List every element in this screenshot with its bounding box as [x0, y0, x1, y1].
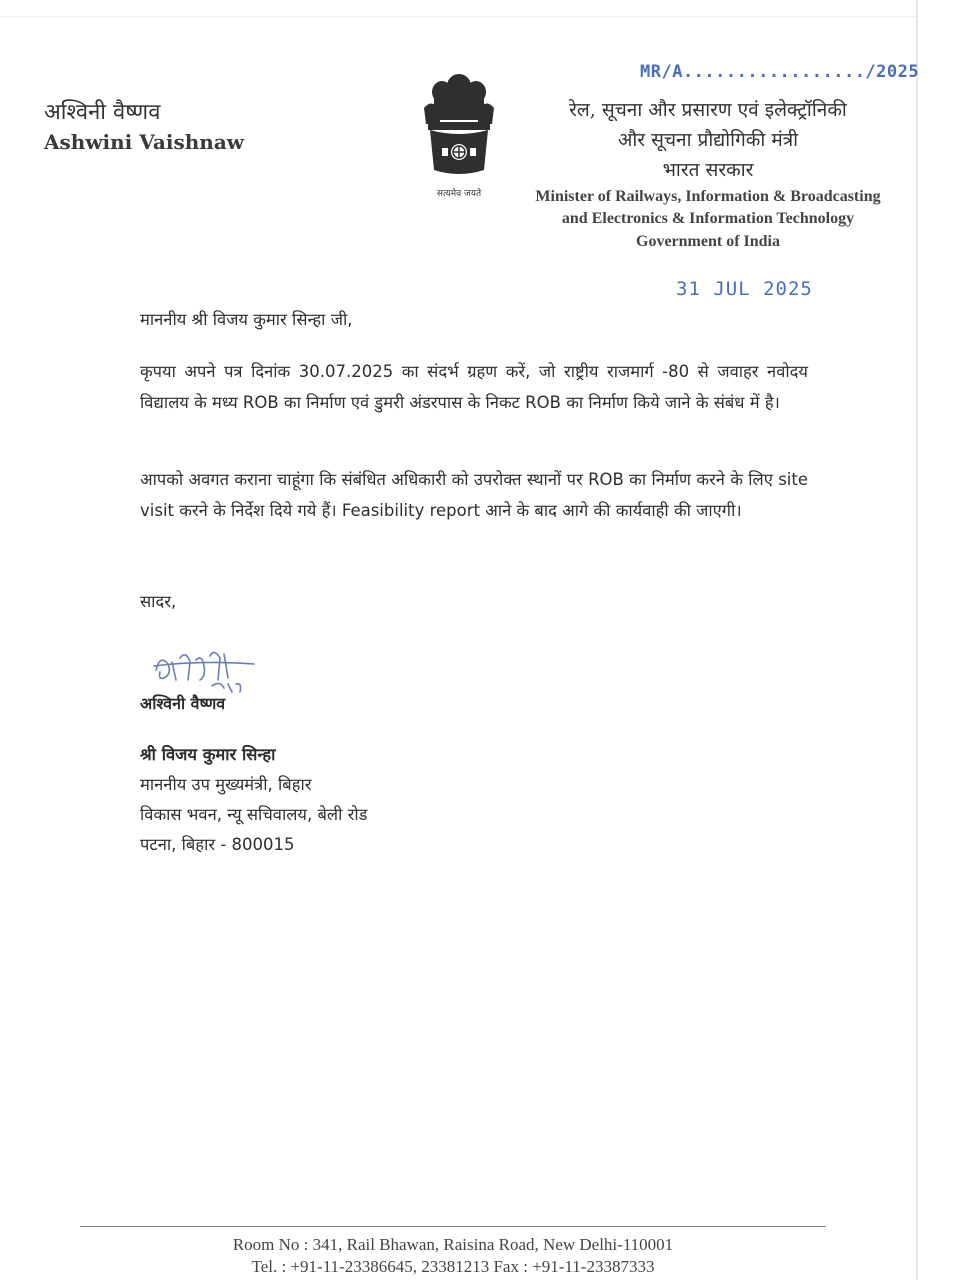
page-right-edge [916, 0, 918, 1280]
footer-divider [80, 1226, 826, 1227]
handwritten-signature [150, 640, 260, 700]
footer-address: Room No : 341, Rail Bhawan, Raisina Road, New Delhi-110001 [232, 1235, 674, 1254]
closing: सादर, [140, 592, 177, 611]
salutation: माननीय श्री विजय कुमार सिन्हा जी, [140, 310, 353, 329]
addressee-designation: माननीय उप मुख्यमंत्री, बिहार [140, 775, 312, 794]
emblem-motto: सत्यमेव जयते [436, 189, 482, 199]
designation-english-line-1: Minister of Railways, Information & Broadcasting [535, 188, 881, 205]
page-top-edge [0, 16, 918, 17]
designation-english-line-2: and Electronics & Information Technology [561, 210, 855, 227]
designation-english-line-3: Government of India [636, 233, 780, 250]
date-stamp: 31 JUL 2025 [676, 278, 813, 300]
addressee-address-line: विकास भवन, न्यू सचिवालय, बेली रोड [140, 805, 368, 824]
paragraph-action: आपको अवगत कराना चाहूंगा कि संबंधित अधिकारी को उपरोक्त स्थानों पर ROB का निर्माण करने के लिए site visit करने के निर्देश दिये गये हैं। Feasibility report आने के बाद आगे की कार्यवाही की जाएगी। [140, 470, 808, 520]
addressee-city-line: पटना, बिहार - 800015 [140, 835, 295, 854]
reference-number-stamp: MR/A................./2025 [640, 62, 920, 82]
paragraph-reference: कृपया अपने पत्र दिनांक 30.07.2025 का संदर्भ ग्रहण करें, जो राष्ट्रीय राजमार्ग -80 से जवाहर नवोदय विद्यालय के मध्य ROB का निर्माण एवं डुमरी अंडरपास के निकट ROB का निर्माण किये जाने के संबंध में है। [140, 362, 808, 412]
designation-hindi-line-2: और सूचना प्रौद्योगिकी मंत्री [617, 129, 799, 151]
sender-name-english: Ashwini Vaishnaw [44, 130, 244, 154]
designation-hindi-line-1: रेल, सूचना और प्रसारण एवं इलेक्ट्रॉनिकी [569, 99, 847, 121]
national-emblem-icon [412, 68, 506, 208]
footer-contact: Tel. : +91-11-23386645, 23381213 Fax : +91-11-23387333 [251, 1257, 655, 1276]
sender-name-hindi: अश्विनी वैष्णव [44, 100, 161, 125]
designation-hindi-line-3: भारत सरकार [662, 159, 754, 181]
addressee-name: श्री विजय कुमार सिन्हा [140, 745, 276, 764]
signatory-name: अश्विनी वैष्णव [140, 694, 226, 713]
